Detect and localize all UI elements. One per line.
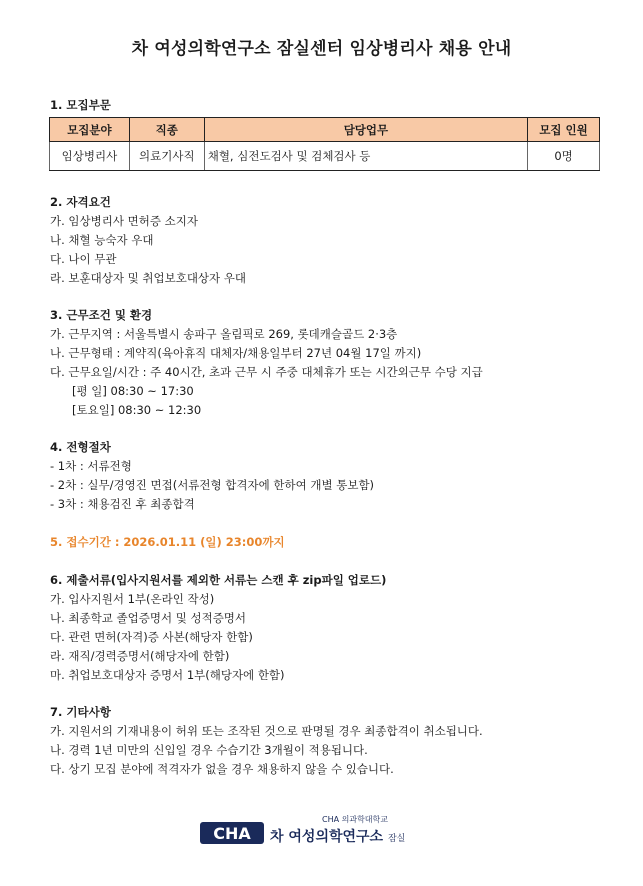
logo-institute-name — [270, 826, 405, 846]
list-item: 나. 경력 1년 미만의 신입일 경우 수습기간 3개월이 적용됩니다. — [50, 743, 368, 757]
table-row — [50, 142, 600, 171]
table-header-cell: 모집분야 — [50, 118, 130, 142]
list-item: 다. 근무요일/시간 : 주 40시간, 초과 근무 시 주중 대체휴가 또는 시간외근무 수당 지급 — [50, 365, 483, 379]
section-2-heading: 2. 자격요건 — [50, 195, 111, 209]
list-item: - 2차 : 실무/경영진 면접(서류전형 합격자에 한하여 개별 통보함) — [50, 478, 375, 492]
page-title: 차 여성의학연구소 잠실센터 임상병리사 채용 안내 — [131, 39, 512, 59]
recruitment-table — [49, 117, 600, 171]
list-item: 나. 채혈 능숙자 우대 — [50, 233, 154, 247]
list-item: - 3차 : 채용검진 후 최종합격 — [50, 497, 195, 511]
table-header-row — [50, 118, 600, 142]
table-cell-duties: 채혈, 심전도검사 및 검체검사 등 — [204, 142, 527, 171]
section-7-heading: 7. 기타사항 — [50, 705, 111, 719]
list-item: 가. 근무지역 : 서울특별시 송파구 올림픽로 269, 롯데캐슬골드 2·3층 — [50, 327, 398, 341]
schedule-weekday: [평 일] 08:30 ~ 17:30 — [72, 384, 194, 398]
list-item: 라. 보훈대상자 및 취업보호대상자 우대 — [50, 271, 247, 285]
cha-logo-icon — [200, 820, 264, 846]
logo-mark-text: CHA — [213, 824, 251, 843]
table-header-cell: 직종 — [129, 118, 204, 142]
list-item: 나. 근무형태 : 계약직(육아휴직 대체자/채용일부터 27년 04월 17일 까지) — [50, 346, 422, 360]
table-cell-job-type: 의료기사직 — [129, 142, 204, 171]
institute-logo — [200, 814, 440, 854]
list-item: 가. 입사지원서 1부(온라인 작성) — [50, 592, 215, 606]
list-item: 나. 최종학교 졸업증명서 및 성적증명서 — [50, 611, 247, 625]
list-item: 마. 취업보호대상자 증명서 1부(해당자에 한함) — [50, 668, 285, 682]
list-item: 가. 임상병리사 면허증 소지자 — [50, 214, 198, 228]
table-header-cell: 모집 인원 — [528, 118, 600, 142]
section-4-heading: 4. 전형절차 — [50, 440, 111, 454]
section-1-heading: 1. 모집부문 — [50, 98, 111, 112]
table-cell-field: 임상병리사 — [50, 142, 130, 171]
list-item: 다. 관련 면허(자격)증 사본(해당자 한함) — [50, 630, 253, 644]
logo-name-text: 차 여성의학연구소 — [270, 829, 384, 845]
table-header-cell: 담당업무 — [204, 118, 527, 142]
logo-university-text: CHA 의과학대학교 — [322, 815, 388, 824]
schedule-saturday: [토요일] 08:30 ~ 12:30 — [72, 403, 202, 417]
list-item: 가. 지원서의 기재내용이 허위 또는 조작된 것으로 판명될 경우 최종합격이 취소됩니다. — [50, 724, 483, 738]
list-item: - 1차 : 서류전형 — [50, 459, 132, 473]
list-item: 다. 상기 모집 분야에 적격자가 없을 경우 채용하지 않을 수 있습니다. — [50, 762, 394, 776]
logo-suffix-text: 잠실 — [387, 834, 406, 844]
table-cell-headcount: 0명 — [528, 142, 600, 171]
list-item: 라. 재직/경력증명서(해당자에 한함) — [50, 649, 230, 663]
section-6-heading: 6. 제출서류(입사지원서를 제외한 서류는 스캔 후 zip파일 업로드) — [50, 573, 387, 587]
list-item: 다. 나이 무관 — [50, 252, 117, 266]
section-3-heading: 3. 근무조건 및 환경 — [50, 308, 153, 322]
section-5-heading: 5. 접수기간 : 2026.01.11 (일) 23:00까지 — [50, 535, 285, 549]
